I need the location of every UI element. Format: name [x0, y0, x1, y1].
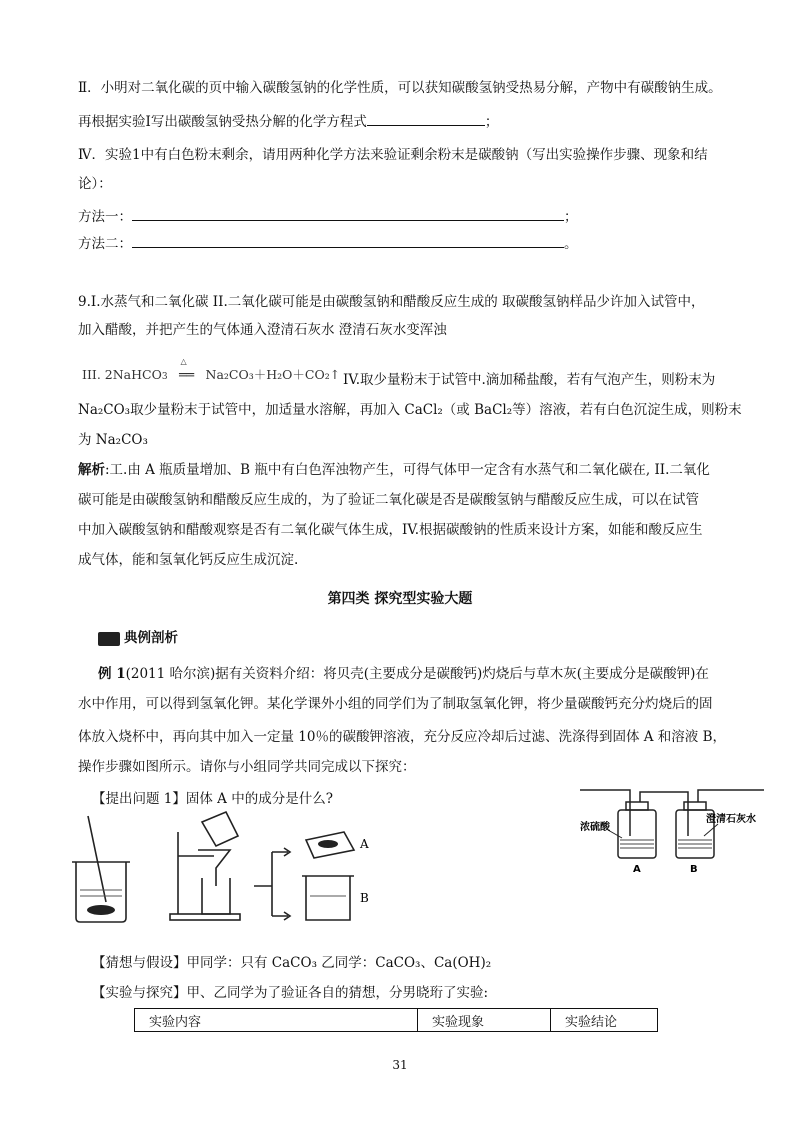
- example1-text1: (2011 哈尔滨)据有关资料介绍：将贝壳(主要成分是碳酸钙)灼烧后与草木灰(主要成分是碳酸钾)在: [125, 666, 709, 682]
- equation-rest: Na₂CO₃＋H₂O＋CO₂↑: [205, 367, 341, 382]
- equation-prefix: III. 2NaHCO: [82, 367, 162, 382]
- book-icon: [98, 632, 120, 646]
- answer9-line4: Na₂CO₃取少量粉末于试管中，加适量水溶解，再加入 CaCl₂（或 BaCl₂等）溶液，若有白色沉淀生成，则粉末: [78, 402, 742, 418]
- part2-line1: Ⅱ．小明对二氧化碳的页中输入碳酸氢钠的化学性质，可以获知碳酸氢钠受热易分解，产物中有碳酸钠生成。: [78, 80, 722, 96]
- bottle-b-label: B: [690, 864, 698, 875]
- page-number: 31: [392, 1058, 408, 1072]
- part4-line1: Ⅳ．实验1中有白色粉末剩余，请用两种化学方法来验证剩余粉末是碳酸钠（写出实验操作步骤、现象和结: [78, 147, 708, 163]
- answer9-equation: III. 2NaHCO3 △ ══ Na₂CO₃＋H₂O＋CO₂↑: [82, 365, 340, 387]
- answer9-line1: 9.I.水蒸气和二氧化碳 II.二氧化碳可能是由碳酸氢钠和醋酸反应生成的 取碳酸氢钠样品少许加入试管中，: [78, 294, 705, 310]
- label-conc-sulfuric-acid: 浓硫酸: [580, 822, 610, 833]
- analysis-line2: 碳可能是由碳酸氢钠和醋酸反应生成的，为了验证二氧化碳是否是碳酸氢钠与醋酸反应生成，可以在试管: [78, 492, 699, 508]
- bottle-a: [618, 810, 656, 858]
- outlet-tube: [698, 790, 764, 802]
- analysis-line4: 成气体，能和氢氧化钙反应生成沉淀.: [78, 552, 299, 568]
- table-header-content: 实验内容: [135, 1009, 418, 1032]
- experiment-intro: 【实验与探究】甲、乙同学为了验证各自的猜想，分男晓珩了实验:: [92, 985, 489, 1001]
- answer9-line5: 为 Na₂CO₃: [78, 432, 148, 448]
- example-heading-row: [98, 628, 178, 648]
- method2-blank[interactable]: [132, 233, 564, 248]
- answer-blank[interactable]: [367, 111, 485, 126]
- example1-line2: 水中作用，可以得到氢氧化钾。某化学课外小组的同学们为了制取氢氧化钾，将少量碳酸钙充分灼烧后的固: [78, 696, 713, 712]
- label-limewater: 澄清石灰水: [706, 814, 756, 825]
- stirring-rod: [88, 816, 106, 902]
- method2-label: 方法二：: [78, 236, 132, 252]
- table-header-row: [135, 1009, 658, 1032]
- part2-line2-end: ；: [484, 114, 499, 130]
- example-heading: 典例剖析: [124, 630, 178, 646]
- analysis-label: 解析: [78, 462, 105, 478]
- method1-end: ；: [564, 209, 578, 225]
- gas-wash-bottles-diagram: [578, 778, 768, 878]
- connector-tube: [640, 792, 688, 836]
- answer9-line2: 加入醋酸，并把产生的气体通入澄清石灰水 澄清石灰水变浑浊: [78, 322, 447, 338]
- question1: 【提出问题 1】固体 A 中的成分是什么?: [92, 791, 333, 807]
- answer9-line3: IV.取少量粉末于试管中.滴加稀盐酸，若有气泡产生，则粉末为: [343, 372, 716, 388]
- table-header-phenomenon: 实验现象: [418, 1009, 551, 1032]
- method2-line: [78, 233, 578, 254]
- example1-line1: [98, 664, 709, 684]
- part4-line2: 论）：: [78, 176, 112, 192]
- analysis-text1: :工.由 A 瓶质量增加、B 瓶中有白色浑浊物产生，可得气体甲一定含有水蒸气和二氧化碳在, II.二氧化: [105, 462, 710, 478]
- method1-blank[interactable]: [132, 206, 564, 221]
- part2-line2-text: 再根据实验Ⅰ写出碳酸氢钠受热分解的化学方程式: [78, 114, 367, 130]
- method1-label: 方法一：: [78, 209, 132, 225]
- heat-triangle: △: [180, 357, 187, 366]
- table-header-conclusion: 实验结论: [551, 1009, 658, 1032]
- example1-label: 例 1: [98, 666, 126, 682]
- section-title: 第四类 探究型实验大题: [327, 591, 473, 607]
- example1-line4: 操作步骤如图所示。请你与小组同学共同完成以下探究：: [78, 759, 416, 775]
- analysis-line1: [78, 460, 710, 480]
- solution-beaker: [306, 876, 350, 920]
- bottle-a-label: A: [633, 864, 641, 875]
- solid-a-label: A: [360, 837, 369, 851]
- method2-end: 。: [564, 236, 578, 252]
- analysis-line3: 中加入碳酸氢钠和醋酸观察是否有二氧化碳气体生成，IV.根据碳酸钠的性质来设计方案，如能和酸反应生: [78, 522, 703, 538]
- pouring-beaker: [202, 812, 238, 846]
- hypothesis-line: 【猜想与假设】甲同学：只有 CaCO₃ 乙同学：CaCO₃、Ca(OH)₂: [92, 955, 492, 971]
- experiment-table: [134, 1008, 658, 1032]
- filtration-process-diagram: [66, 810, 396, 930]
- part2-line2: [78, 111, 498, 132]
- equation-arrow: △ ══: [172, 365, 202, 385]
- solution-b-label: B: [360, 891, 369, 905]
- example1-line3: 体放入烧杯中，再向其中加入一定量 10％的碳酸钾溶液，充分反应冷却后过滤、洗涤得到固体 A 和溶液 B，: [78, 729, 727, 745]
- method1-line: [78, 206, 578, 227]
